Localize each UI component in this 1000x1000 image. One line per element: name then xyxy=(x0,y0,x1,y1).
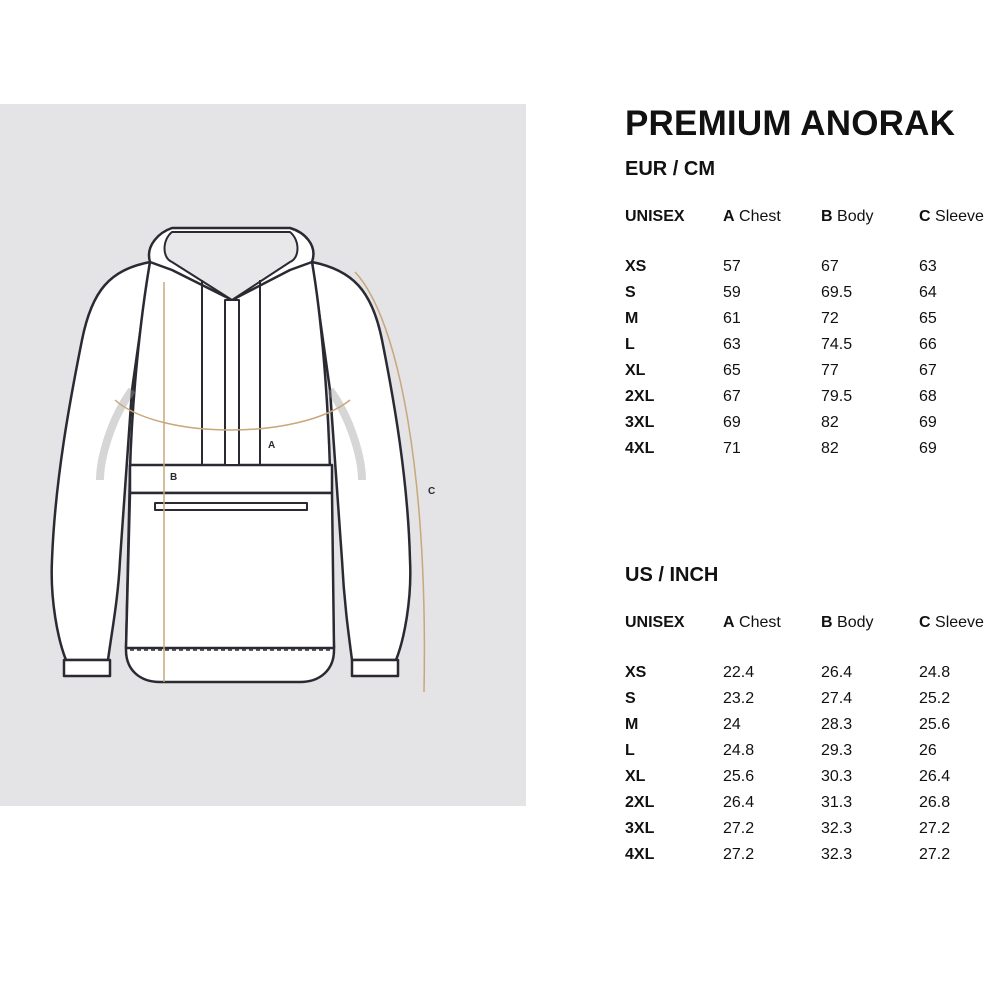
chest-cell: 65 xyxy=(723,362,741,379)
size-cell: S xyxy=(625,690,636,707)
header-chest-label: Chest xyxy=(739,614,781,631)
sleeve-cell: 69 xyxy=(919,440,937,457)
product-title: PREMIUM ANORAK xyxy=(625,104,956,143)
header-chest xyxy=(723,614,781,632)
size-cell: M xyxy=(625,716,639,733)
header-size: UNISEX xyxy=(625,208,685,225)
body-cell: 67 xyxy=(821,258,839,275)
body-cell: 32.3 xyxy=(821,820,853,837)
sleeve-cell: 64 xyxy=(919,284,937,301)
header-sleeve xyxy=(919,614,984,632)
chest-cell: 61 xyxy=(723,310,741,327)
table-row xyxy=(625,336,1000,356)
table-row xyxy=(625,440,1000,460)
size-cell: 4XL xyxy=(625,440,655,457)
sleeve-cell: 26.8 xyxy=(919,794,951,811)
jacket-diagram-panel xyxy=(0,104,526,806)
size-cell: XL xyxy=(625,362,646,379)
header-body-letter: B xyxy=(821,208,833,225)
anorak-diagram xyxy=(0,104,526,806)
table-header-row xyxy=(625,614,1000,634)
label-b: B xyxy=(170,472,178,483)
size-cell: L xyxy=(625,336,635,353)
header-sleeve-label: Sleeve xyxy=(935,614,984,631)
header-sleeve xyxy=(919,208,984,226)
table-row xyxy=(625,284,1000,304)
unit-heading-us: US / INCH xyxy=(625,564,719,586)
body-cell: 82 xyxy=(821,414,839,431)
table-row xyxy=(625,664,1000,684)
size-cell: 3XL xyxy=(625,820,655,837)
body-cell: 77 xyxy=(821,362,839,379)
body-cell: 32.3 xyxy=(821,846,853,863)
label-c: C xyxy=(428,486,436,497)
sleeve-cell: 63 xyxy=(919,258,937,275)
size-cell: XS xyxy=(625,258,647,275)
size-cell: 2XL xyxy=(625,388,655,405)
table-row xyxy=(625,258,1000,278)
sleeve-cell: 25.6 xyxy=(919,716,951,733)
sleeve-cell: 26.4 xyxy=(919,768,951,785)
size-cell: M xyxy=(625,310,639,327)
header-chest-letter: A xyxy=(723,208,735,225)
size-cell: 2XL xyxy=(625,794,655,811)
chest-cell: 63 xyxy=(723,336,741,353)
header-chest-letter: A xyxy=(723,614,735,631)
table-row xyxy=(625,846,1000,866)
header-sleeve-label: Sleeve xyxy=(935,208,984,225)
header-sleeve-letter: C xyxy=(919,208,931,225)
chest-cell: 22.4 xyxy=(723,664,755,681)
header-body-label: Body xyxy=(837,208,874,225)
chest-cell: 67 xyxy=(723,388,741,405)
front-zipper xyxy=(225,300,239,465)
chest-cell: 26.4 xyxy=(723,794,755,811)
chest-cell: 27.2 xyxy=(723,820,755,837)
table-row xyxy=(625,690,1000,710)
label-a: A xyxy=(268,440,276,451)
table-row xyxy=(625,414,1000,434)
table-row xyxy=(625,388,1000,408)
sleeve-cell: 67 xyxy=(919,362,937,379)
chest-cell: 27.2 xyxy=(723,846,755,863)
unit-heading-eur: EUR / CM xyxy=(625,158,715,180)
size-cell: L xyxy=(625,742,635,759)
sleeve-cell: 26 xyxy=(919,742,937,759)
body-cell: 27.4 xyxy=(821,690,853,707)
size-cell: XS xyxy=(625,664,647,681)
kangaroo-pocket xyxy=(130,465,332,493)
sleeve-cell: 25.2 xyxy=(919,690,951,707)
table-row xyxy=(625,310,1000,330)
chest-cell: 69 xyxy=(723,414,741,431)
header-body xyxy=(821,208,873,226)
chest-cell: 24 xyxy=(723,716,741,733)
size-cell: XL xyxy=(625,768,646,785)
chest-cell: 25.6 xyxy=(723,768,755,785)
body-cell: 26.4 xyxy=(821,664,853,681)
sleeve-cell: 66 xyxy=(919,336,937,353)
chest-cell: 24.8 xyxy=(723,742,755,759)
body-cell: 30.3 xyxy=(821,768,853,785)
pocket-zipper xyxy=(155,503,307,510)
table-row xyxy=(625,742,1000,762)
table-row xyxy=(625,794,1000,814)
body-cell: 72 xyxy=(821,310,839,327)
sleeve-cell: 68 xyxy=(919,388,937,405)
header-body-label: Body xyxy=(837,614,874,631)
body-cell: 29.3 xyxy=(821,742,853,759)
chest-cell: 23.2 xyxy=(723,690,755,707)
body-cell: 79.5 xyxy=(821,388,853,405)
body-cell: 69.5 xyxy=(821,284,853,301)
header-chest xyxy=(723,208,781,226)
header-body-letter: B xyxy=(821,614,833,631)
body-cell: 74.5 xyxy=(821,336,853,353)
sleeve-cell: 27.2 xyxy=(919,820,951,837)
body-cell: 82 xyxy=(821,440,839,457)
chest-cell: 59 xyxy=(723,284,741,301)
header-sleeve-letter: C xyxy=(919,614,931,631)
body-cell: 28.3 xyxy=(821,716,853,733)
body-cell: 31.3 xyxy=(821,794,853,811)
size-cell: 3XL xyxy=(625,414,655,431)
sleeve-cell: 24.8 xyxy=(919,664,951,681)
table-row xyxy=(625,768,1000,788)
table-row xyxy=(625,820,1000,840)
chest-cell: 71 xyxy=(723,440,741,457)
size-cell: 4XL xyxy=(625,846,655,863)
sleeve-cell: 65 xyxy=(919,310,937,327)
sleeve-cell: 69 xyxy=(919,414,937,431)
header-chest-label: Chest xyxy=(739,208,781,225)
sleeve-cell: 27.2 xyxy=(919,846,951,863)
header-body xyxy=(821,614,873,632)
table-row xyxy=(625,362,1000,382)
table-header-row xyxy=(625,208,1000,228)
size-cell: S xyxy=(625,284,636,301)
table-row xyxy=(625,716,1000,736)
chest-cell: 57 xyxy=(723,258,741,275)
header-size: UNISEX xyxy=(625,614,685,631)
